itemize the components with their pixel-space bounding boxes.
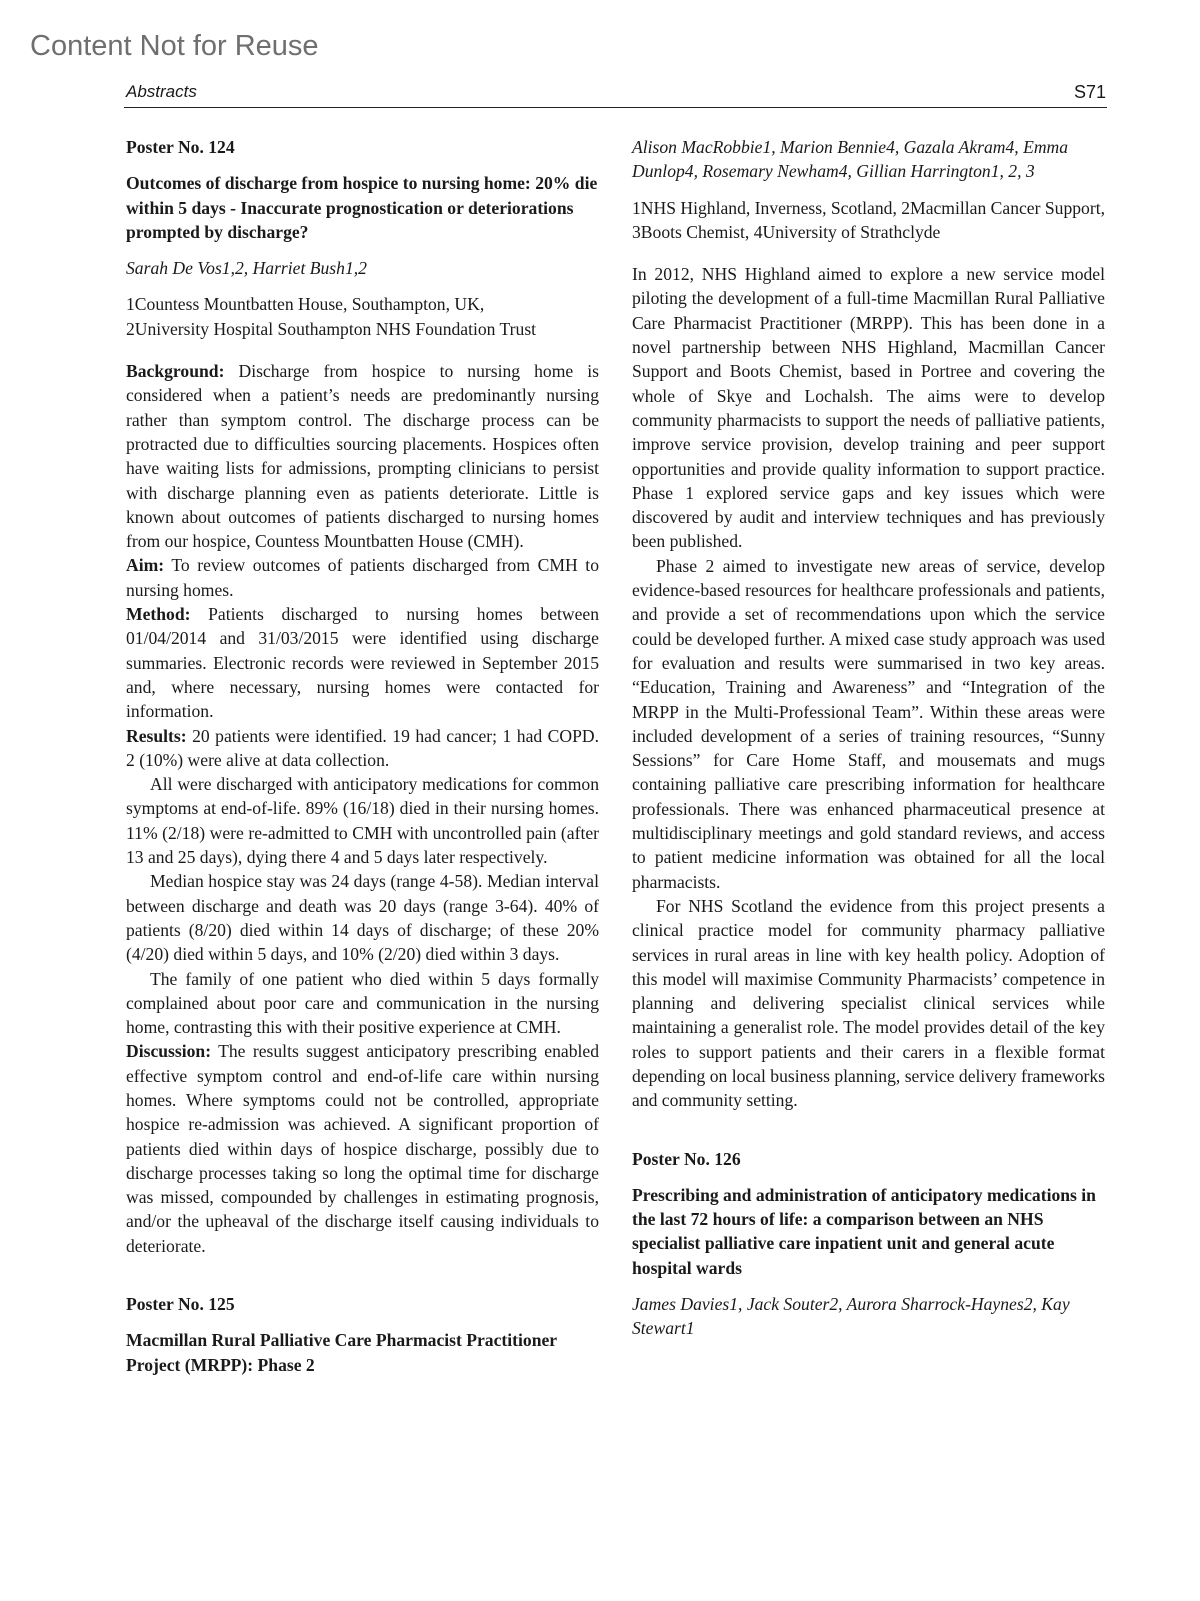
results-label: Results: <box>126 725 187 746</box>
background-paragraph <box>126 359 599 553</box>
poster-124-number: Poster No. 124 <box>126 137 235 157</box>
affiliation-2: 2University Hospital Southampton NHS Foundation Trust <box>126 318 537 339</box>
poster-125-paragraph-2: Phase 2 aimed to investigate new areas of service, develop evidence-based resources for healthcare professionals and patients, and provide a set of recommendations upon which the service could be developed further. A mixed case study approach was used for evaluation and results were summarised in two key areas. “Education, Training and Awareness” and “Integration of the MRPP in the Multi-Professional Team”. Within these areas were included development of a series of training resources, “Sunny Sessions” for Care Home Staff, and mousemats and mugs containing palliative care prescribing information for healthcare professionals. There was enhanced pharmaceutical presence at multidisciplinary meetings and gold standard reviews, and access to patient medicine information was obtained for all the local pharmacists. <box>632 555 1105 892</box>
results-text: 20 patients were identified. 19 had cancer; 1 had COPD. 2 (10%) were alive at data collection. <box>126 725 599 770</box>
discussion-text: The results suggest anticipatory prescribing enabled effective symptom control and end-of-life care within nursing homes. Where symptoms could not be controlled, appropriate hospice re-admission was achieved. A significant proportion of patients died within days of hospice discharge, possibly due to discharge processes taking so long the optimal time for discharge was missed, compounded by challenges in estimating prognosis, and/or the upheaval of the discharge itself causing individuals to deteriorate. <box>126 1041 599 1256</box>
poster-125-paragraph-1: In 2012, NHS Highland aimed to explore a new service model piloting the development of a full-time Macmillan Rural Palliative Care Pharmacist Practitioner (MRPP). This has been done in a novel partnership between NHS Highland, Macmillan Cancer Support and Boots Chemist, based in Portree and covering the whole of Skye and Lochalsh. The aims were to develop community pharmacists to support the needs of palliative patients, improve service provision, develop training and peer support opportunities and provide quality information to support practice. Phase 1 explored service gaps and key issues which were discovered by audit and interview techniques and has previously been published. <box>632 264 1105 552</box>
left-column <box>126 135 599 1389</box>
header-rule <box>124 107 1107 108</box>
method-paragraph <box>126 602 599 723</box>
poster-125-affiliations: 1NHS Highland, Inverness, Scotland, 2Macmillan Cancer Support, 3Boots Chemist, 4University of Strathclyde <box>632 197 1105 242</box>
results-paragraph <box>126 724 599 773</box>
discussion-label: Discussion: <box>126 1041 212 1062</box>
poster-125-authors: Alison MacRobbie1, Marion Bennie4, Gazala Akram4, Emma Dunlop4, Rosemary Newham4, Gillian Harrington1, 2, 3 <box>632 137 1069 182</box>
poster-124-affiliations <box>126 292 599 341</box>
poster-124-authors: Sarah De Vos1,2, Harriet Bush1,2 <box>126 258 367 279</box>
poster-126-title: Prescribing and administration of anticipatory medications in the last 72 hours of life: a comparison between an NHS specialist palliative care inpatient unit and general acute hospital wards <box>632 1184 1096 1278</box>
results-paragraph-4: The family of one patient who died within 5 days formally complained about poor care and communication in the nursing home, contrasting this with their positive experience at CMH. <box>126 968 599 1038</box>
affiliation-1: 1Countess Mountbatten House, Southampton, UK, <box>126 294 485 315</box>
background-text: Discharge from hospice to nursing home is considered when a patient’s needs are predominantly nursing rather than symptom control. The discharge process can be protracted due to difficulties sourcing placements. Hospices often have waiting lists for admissions, prompting clinicians to persist with discharge planning even as patients deteriorate. Little is known about outcomes of patients discharged to nursing homes from our hospice, Countess Mountbatten House (CMH). <box>126 361 599 552</box>
results-paragraph-2: All were discharged with anticipatory medications for common symptoms at end-of-life. 89% (16/18) died in their nursing homes. 11% (2/18) were re-admitted to CMH with uncontrolled pain (after 13 and 25 days), dying there 4 and 5 days later respectively. <box>126 774 599 868</box>
method-label: Method: <box>126 604 191 625</box>
results-paragraph-3: Median hospice stay was 24 days (range 4-58). Median interval between discharge and death was 20 days (range 3-64). 40% of patients (8/20) died within 14 days of discharge; of these 20% (4/20) died within 5 days, and 10% (2/20) died within 3 days. <box>126 871 599 965</box>
poster-125-number: Poster No. 125 <box>126 1294 235 1315</box>
aim-label: Aim: <box>126 555 165 576</box>
poster-124-title: Outcomes of discharge from hospice to nursing home: 20% die within 5 days - Inaccurate prognostication or deteriorations prompted by discharge? <box>126 173 598 242</box>
aim-text: To review outcomes of patients discharged from CMH to nursing homes. <box>126 555 599 600</box>
poster-125-paragraph-3: For NHS Scotland the evidence from this project presents a clinical practice model for community pharmacy palliative services in rural areas in line with key health policy. Adoption of this model will maximise Community Pharmacists’ competence in planning and delivering specialist clinical services while maintaining a generalist role. The model provides detail of the key roles to support patients and their carers in a flexible format depending on local business planning, service delivery frameworks and community setting. <box>632 895 1105 1111</box>
running-head: Abstracts <box>126 82 197 101</box>
watermark: Content Not for Reuse <box>30 30 319 62</box>
poster-126-number: Poster No. 126 <box>632 1148 741 1169</box>
aim-paragraph <box>126 553 599 602</box>
page-number: S71 <box>1073 82 1106 102</box>
right-column <box>632 135 1105 1353</box>
discussion-paragraph <box>126 1039 599 1258</box>
method-text: Patients discharged to nursing homes between 01/04/2014 and 31/03/2015 were identified using discharge summaries. Electronic records were reviewed in September 2015 and, where necessary, nursing homes were contacted for information. <box>126 604 599 722</box>
background-label: Background: <box>126 361 225 382</box>
poster-126-authors: James Davies1, Jack Souter2, Aurora Sharrock-Haynes2, Kay Stewart1 <box>632 1294 1070 1339</box>
poster-125-title: Macmillan Rural Palliative Care Pharmacist Practitioner Project (MRPP): Phase 2 <box>126 1330 557 1375</box>
